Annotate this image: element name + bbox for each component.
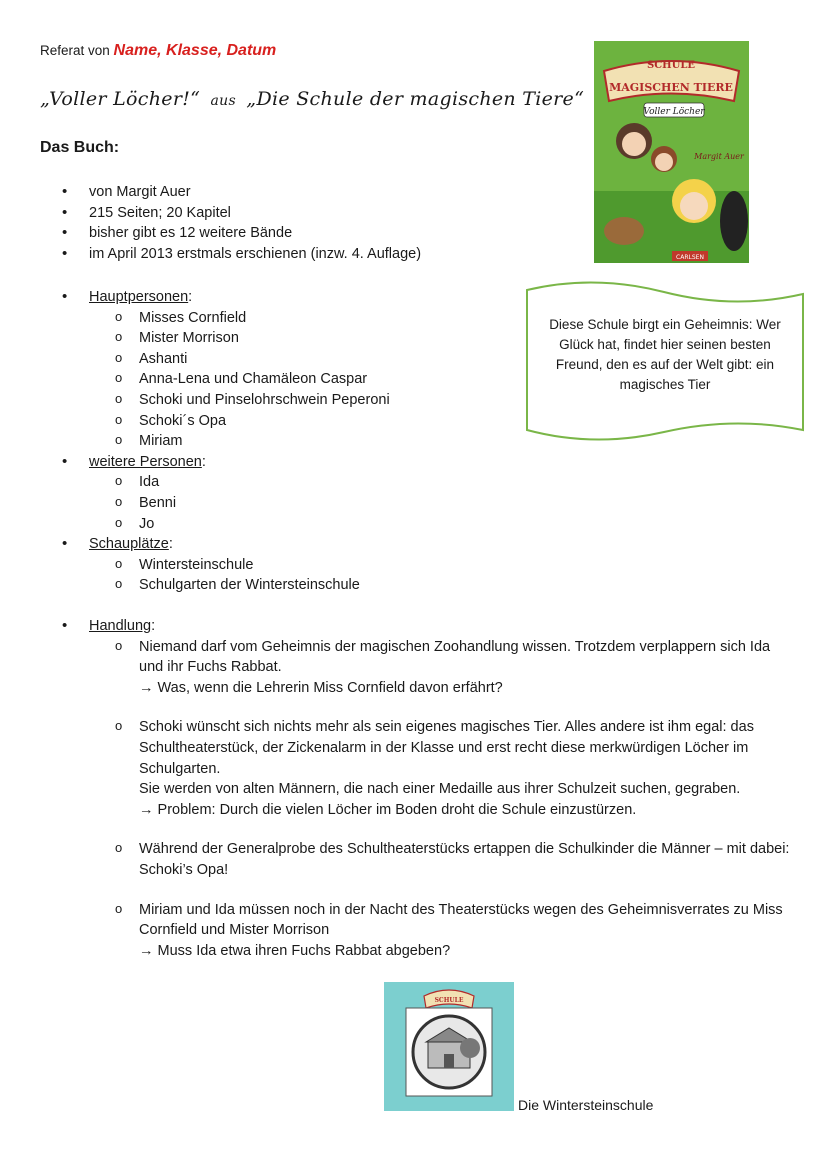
header-placeholder: Name, Klasse, Datum	[113, 42, 277, 59]
title-aus: aus	[210, 93, 236, 109]
school-image	[384, 982, 514, 1111]
plot-text: Niemand darf vom Geheimnis der magischen Zoohandlung wissen. Trotzdem verplappern sich Ida und ihr Fuchs Rabbat.	[139, 638, 771, 676]
cover-series: SCHULE	[646, 60, 696, 71]
list-item: • im April 2013 erstmals erschienen (inzw. 4. Auflage)	[40, 244, 421, 265]
plot-consequence: Muss Ida etwa ihren Fuchs Rabbat abgeben?	[157, 942, 451, 959]
title-part1: „Voller Löcher!“	[40, 88, 201, 110]
plot-point	[89, 637, 790, 699]
list-item: • bisher gibt es 12 weitere Bände	[40, 223, 421, 244]
referat-header	[40, 42, 276, 60]
list-item: o Wintersteinschule	[89, 555, 520, 576]
plot-point	[89, 717, 790, 820]
cover-character-face	[622, 132, 646, 156]
plot-consequence: Problem: Durch die vielen Löcher im Boden droht die Schule einzustürzen.	[157, 801, 637, 818]
cover-series2: MAGISCHEN TIERE	[609, 81, 733, 94]
hauptpersonen-item: • Hauptpersonen: o Misses Cornfield o Mister Morrison o Ashanti o Anna-Lena und Chamäleon Caspar o Schoki und Pinselohrschwein Peperoni o Schoki´s Opa o Miriam	[40, 287, 520, 452]
cover-author: Margit Auer	[694, 152, 744, 161]
title-part2: „Die Schule der magischen Tiere“	[246, 88, 585, 110]
school-caption: Die Wintersteinschule	[518, 1097, 654, 1113]
handlung-list	[40, 616, 790, 980]
book-facts-list	[40, 182, 421, 264]
cover-penguin	[720, 191, 748, 251]
list-item: • von Margit Auer	[40, 182, 421, 203]
school-door	[444, 1054, 454, 1068]
arrow-icon: →	[139, 801, 154, 818]
list-item: o Schoki´s Opa	[89, 411, 520, 432]
schauplaetze-label: Schauplätze	[89, 536, 169, 553]
cover-animal	[604, 217, 644, 245]
document-title	[40, 88, 584, 110]
characters-list	[40, 287, 520, 596]
list-item: • 215 Seiten; 20 Kapitel	[40, 203, 421, 224]
callout-text: Diese Schule birgt ein Geheimnis: Wer Glück hat, findet hier seinen besten Freund, den es auf der Welt gibt: ein magisches Tier	[549, 317, 781, 392]
book-cover-image	[594, 41, 749, 263]
plot-text: Miriam und Ida müssen noch in der Nacht des Theaterstücks wegen des Geheimnisverrates zu Miss Cornfield und Mister Morrison	[139, 901, 783, 939]
list-item: o Miriam	[89, 431, 520, 452]
plot-text: Sie werden von alten Männern, die nach einer Medaille aus ihrer Schulzeit suchen, gegraben.	[139, 781, 741, 798]
hauptpersonen-label: Hauptpersonen	[89, 289, 189, 305]
section-heading: Das Buch:	[40, 139, 120, 156]
list-item: o Anna-Lena und Chamäleon Caspar	[89, 369, 520, 390]
plot-text: Schoki wünscht sich nichts mehr als sein eigenes magisches Tier. Alles andere ist ihm egal: das Schultheaterstück, der Zickenalarm in der Klasse und erst recht diese merkwürdigen Löcher im Schulgarten.	[139, 719, 754, 777]
weitere-personen-label: weitere Personen	[89, 453, 202, 470]
plot-consequence: Was, wenn die Lehrerin Miss Cornfield davon erfährt?	[157, 679, 503, 696]
list-item: o Mister Morrison	[89, 328, 520, 349]
list-item: o Ashanti	[89, 349, 520, 370]
list-item: o Misses Cornfield	[89, 308, 520, 329]
list-item: o Ida	[89, 472, 520, 493]
arrow-icon: →	[139, 942, 154, 959]
schauplaetze-item: • Schauplätze: o Wintersteinschule o Schulgarten der Wintersteinschule	[40, 534, 520, 596]
cover-publisher: CARLSEN	[676, 254, 704, 261]
cover-character-face2	[655, 153, 673, 171]
weitere-personen-item: • weitere Personen: o Ida o Benni o Jo	[40, 452, 520, 534]
arrow-icon: →	[139, 679, 154, 696]
list-item: o Schulgarten der Wintersteinschule	[89, 575, 520, 596]
handlung-label: Handlung	[89, 618, 152, 634]
list-item: o Jo	[89, 514, 520, 535]
plot-point	[89, 839, 790, 880]
plot-text: Während der Generalprobe des Schultheaterstücks ertappen die Schulkinder die Männer – mit dabei: Schoki’s Opa!	[139, 841, 790, 878]
plot-point	[89, 900, 790, 962]
school-tree	[460, 1038, 480, 1058]
handlung-item: • Handlung: o Niemand darf vom Geheimnis der magischen Zoohandlung wissen. Trotzdem verplappern sich Ida und ihr Fuchs Rabbat. → Was, wenn die Lehrerin Miss Cornfield davon erfährt? o Schoki wünscht sich nichts mehr als sein eigenes magisches Tier. Alles andere ist ihm egal: das Schultheaterstück, der Zickenalarm in der Klasse und erst recht diese merkwürdigen Löcher im Schulgarten. Sie werden von alten Männern, die nach einer Medaille aus ihrer Schulzeit suchen, gegraben. → Problem: Durch die vielen Löcher im Boden droht die Schule einzustürzen. o Während der Generalprobe des Schultheaterstücks ertappen die Schulkinder die Männer – mit dabei: Schoki’s Opa! o Miriam und Ida müssen noch in der Nacht des Theaterstücks wegen des Geheimnisverrates zu Miss Cornfield und Mister Morrison → Muss Ida etwa ihren Fuchs Rabbat abgeben?	[40, 616, 790, 961]
header-prefix: Referat von	[40, 43, 114, 58]
list-item: o Schoki und Pinselohrschwein Peperoni	[89, 390, 520, 411]
cover-subtitle: Voller Löcher	[643, 107, 705, 117]
cover-character-face3	[680, 192, 708, 220]
list-item: o Benni	[89, 493, 520, 514]
school-badge-text: SCHULE	[434, 997, 464, 1004]
